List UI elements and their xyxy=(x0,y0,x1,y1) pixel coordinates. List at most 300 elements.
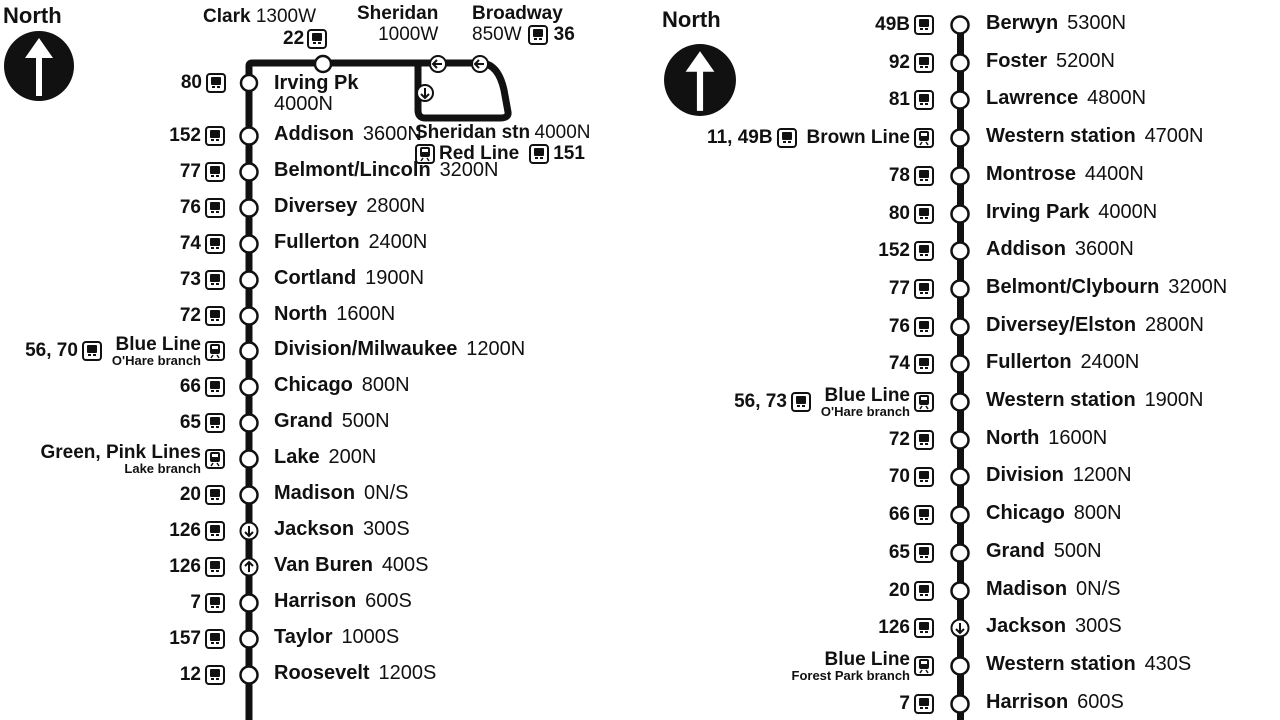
stop-marker xyxy=(238,592,260,614)
route-number: 92 xyxy=(888,51,910,73)
stop-marker xyxy=(949,52,971,74)
stop-marker xyxy=(238,340,260,362)
stop-name: Division xyxy=(986,464,1064,487)
route-number: 72 xyxy=(179,304,201,326)
route-number: 11, 49B xyxy=(707,127,773,149)
stop-name: Foster xyxy=(986,49,1048,72)
route-number: 126 xyxy=(169,555,201,577)
stop-marker xyxy=(238,161,260,183)
route-number: 7 xyxy=(899,692,910,714)
stop-marker-wrap xyxy=(238,340,260,362)
stop-name: Harrison xyxy=(986,690,1069,713)
train-icon xyxy=(205,341,225,361)
stop-connections xyxy=(180,194,225,222)
bus-icon xyxy=(206,73,226,93)
bus-icon xyxy=(791,392,811,412)
stop-name: Division/Milwaukee xyxy=(274,338,458,361)
route-number: 20 xyxy=(179,484,201,505)
stop-connections xyxy=(180,661,225,689)
stop-marker-wrap xyxy=(238,412,260,434)
clark-stop-marker xyxy=(313,54,333,74)
stop-name: Jackson xyxy=(986,615,1067,638)
stop-marker-wrap xyxy=(238,233,260,255)
stop-marker-wrap xyxy=(238,305,260,327)
stop-connections xyxy=(875,11,934,39)
route-number: 152 xyxy=(878,240,910,262)
stop-marker-wrap xyxy=(949,655,971,677)
stop-marker-wrap xyxy=(949,693,971,715)
route-number: 78 xyxy=(888,164,910,186)
stop-label xyxy=(274,123,422,146)
stop-name: Diversey/Elston xyxy=(986,313,1137,336)
stop-name: Roosevelt xyxy=(274,661,370,684)
route-number: 74 xyxy=(888,353,910,375)
left-north-label: North xyxy=(3,3,62,28)
rail-line-name: Blue Line xyxy=(115,334,201,356)
stop-marker-wrap xyxy=(949,542,971,564)
stop-marker-wrap xyxy=(238,125,260,147)
stop-marker xyxy=(238,197,260,219)
stop-name: Lake xyxy=(274,446,320,469)
stop-name: Madison xyxy=(986,577,1068,600)
clark-name: Clark xyxy=(203,6,251,27)
stop-label xyxy=(274,303,395,326)
stop-address: 3200N xyxy=(439,158,499,181)
stop-label xyxy=(986,653,1191,676)
stop-label xyxy=(986,351,1139,374)
bus-icon xyxy=(914,581,934,601)
stop-connections xyxy=(180,302,225,330)
stop-connections xyxy=(169,517,225,545)
route-number: 49B xyxy=(875,14,910,35)
stop-address: 1600N xyxy=(1048,426,1108,449)
stop-marker-wrap xyxy=(949,429,971,451)
stop-address: 1200N xyxy=(1072,464,1132,487)
stop-label xyxy=(986,615,1122,638)
bus-icon xyxy=(914,241,934,261)
stop-address: 5300N xyxy=(1067,12,1127,34)
down-arrow-stop-icon xyxy=(238,520,260,542)
stop-name: Fullerton xyxy=(986,351,1072,374)
stop-marker xyxy=(949,127,971,149)
stop-marker xyxy=(238,125,260,147)
down-arrow-stop-icon xyxy=(949,617,971,639)
stop-marker xyxy=(949,466,971,488)
stop-label xyxy=(986,201,1157,224)
bus-icon xyxy=(914,543,934,563)
stop-label xyxy=(986,502,1122,525)
stop-marker xyxy=(949,429,971,451)
stop-connections xyxy=(889,162,934,190)
stop-name: Taylor xyxy=(274,625,333,648)
stop-name: Harrison xyxy=(274,589,357,612)
stop-marker-wrap xyxy=(949,391,971,413)
rail-connection xyxy=(112,335,201,367)
stop-address: 600S xyxy=(1077,690,1124,713)
stop-marker-wrap xyxy=(238,376,260,398)
irving-addr: 4000N xyxy=(274,93,333,115)
stop-address: 0N/S xyxy=(1076,577,1121,600)
stop-marker xyxy=(238,233,260,255)
stop-name: Western station xyxy=(986,389,1136,411)
bus-icon xyxy=(205,593,225,613)
stop-marker-wrap xyxy=(238,592,260,614)
sheridan-name: Sheridan xyxy=(357,3,439,24)
stop-name: Grand xyxy=(986,539,1045,562)
stop-label xyxy=(986,12,1126,35)
train-icon xyxy=(205,449,225,469)
bus-icon xyxy=(205,629,225,649)
sheridan-loop-down-arrow-icon xyxy=(415,83,435,103)
stop-address: 500N xyxy=(1053,539,1102,562)
stop-connections xyxy=(169,122,225,150)
stop-name: Belmont/Lincoln xyxy=(274,158,431,181)
stop-connections xyxy=(878,237,934,265)
train-icon xyxy=(914,392,934,412)
bus-icon xyxy=(205,306,225,326)
stop-label xyxy=(274,662,436,685)
stop-label xyxy=(274,410,390,433)
broadway-marker-left-arrow-icon xyxy=(470,54,490,74)
rail-line-name: Blue Line xyxy=(824,385,910,406)
stop-label xyxy=(274,554,429,577)
stop-marker xyxy=(238,269,260,291)
stop-connections xyxy=(889,200,934,228)
bus-icon xyxy=(205,198,225,218)
stop-connections xyxy=(180,266,225,294)
rail-branch: Lake branch xyxy=(124,461,201,477)
stop-address: 1900N xyxy=(1144,389,1204,411)
stop-address: 1200S xyxy=(378,661,437,684)
bus-icon xyxy=(914,467,934,487)
stop-name: Fullerton xyxy=(274,230,360,253)
bus-icon xyxy=(205,665,225,685)
bus-icon xyxy=(914,430,934,450)
bus-icon xyxy=(205,234,225,254)
stop-marker xyxy=(238,664,260,686)
stop-connections xyxy=(180,230,225,258)
stop-name: North xyxy=(274,302,328,325)
stop-connections xyxy=(889,350,934,378)
sheridan-stn-name: Sheridan stn xyxy=(415,122,531,143)
rail-connection xyxy=(821,386,910,418)
bus-icon xyxy=(914,90,934,110)
irving-label xyxy=(274,73,358,115)
stop-connections xyxy=(734,385,934,419)
stop-address: 200N xyxy=(328,446,377,469)
stop-connections xyxy=(889,426,934,454)
stop-name: North xyxy=(986,426,1040,449)
route-number: 77 xyxy=(888,277,910,299)
bus-icon xyxy=(205,270,225,290)
route-number: 66 xyxy=(888,504,910,526)
stop-connections xyxy=(889,313,934,341)
bus-icon xyxy=(914,505,934,525)
irving-stop-marker xyxy=(239,73,259,93)
stop-label xyxy=(274,338,525,361)
route-number: 74 xyxy=(179,232,201,254)
rail-branch: O'Hare branch xyxy=(820,404,910,419)
stop-label xyxy=(274,446,376,469)
stop-label xyxy=(274,518,410,541)
bus-icon xyxy=(914,317,934,337)
stop-address: 600S xyxy=(365,589,412,612)
stop-marker xyxy=(949,542,971,564)
stop-name: Berwyn xyxy=(986,12,1059,34)
stop-address: 4800N xyxy=(1087,87,1147,110)
rail-connection xyxy=(792,650,911,682)
stop-connections xyxy=(889,501,934,529)
stop-address: 800N xyxy=(361,374,410,397)
stop-connections xyxy=(35,442,226,477)
stop-name: Western station xyxy=(986,125,1136,148)
stop-name: Chicago xyxy=(986,502,1065,525)
bus-icon xyxy=(205,377,225,397)
stop-marker xyxy=(949,655,971,677)
stop-connections xyxy=(899,690,934,718)
irving-routes xyxy=(120,70,226,96)
stop-label xyxy=(274,626,399,649)
stop-name: Belmont/Clybourn xyxy=(986,275,1160,298)
stop-marker-wrap xyxy=(238,520,260,542)
clark-addr: 1300W xyxy=(255,6,317,27)
stop-address: 2800N xyxy=(366,194,426,217)
stop-address: 3600N xyxy=(362,123,422,145)
stop-marker xyxy=(949,203,971,225)
stop-label xyxy=(274,482,408,505)
clark-stop xyxy=(203,6,316,28)
stop-marker-wrap xyxy=(949,127,971,149)
route-number: 77 xyxy=(179,160,201,182)
bus-icon xyxy=(205,557,225,577)
stop-address: 300S xyxy=(362,517,410,540)
stop-marker xyxy=(949,693,971,715)
stop-marker-wrap xyxy=(949,278,971,300)
bus-icon xyxy=(205,485,225,505)
broadway-addr: 850W xyxy=(472,23,522,45)
stop-name: Addison xyxy=(986,238,1066,261)
bus-icon xyxy=(914,279,934,299)
stop-marker xyxy=(949,353,971,375)
north-arrow-icon xyxy=(663,43,737,117)
stop-address: 1000S xyxy=(341,625,400,648)
stop-name: Diversey xyxy=(274,194,358,217)
stop-connections xyxy=(878,614,934,642)
rail-branch: O'Hare branch xyxy=(111,353,201,369)
stop-marker-wrap xyxy=(949,14,971,36)
route-number: 72 xyxy=(888,428,910,450)
stop-label xyxy=(986,389,1204,412)
bus-icon xyxy=(205,521,225,541)
route-number: 126 xyxy=(169,519,201,541)
stop-connections xyxy=(180,409,225,437)
stop-address: 0N/S xyxy=(364,482,409,504)
stop-name: Grand xyxy=(274,410,333,433)
stop-label xyxy=(274,195,425,218)
stop-marker-wrap xyxy=(238,197,260,219)
stop-address: 2800N xyxy=(1144,313,1204,336)
route-number: 56, 70 xyxy=(25,340,78,362)
stop-address: 400S xyxy=(381,553,429,576)
stop-label xyxy=(274,267,424,290)
rail-line-name: Green, Pink Lines xyxy=(40,442,201,464)
stop-marker xyxy=(238,376,260,398)
stop-connections xyxy=(169,553,225,581)
route-number: 65 xyxy=(888,541,910,563)
up-arrow-stop-icon xyxy=(238,556,260,578)
route-number: 20 xyxy=(888,579,910,601)
broadway-route-number: 36 xyxy=(553,23,575,45)
bus-icon xyxy=(914,166,934,186)
stop-marker xyxy=(238,412,260,434)
train-icon xyxy=(914,128,934,148)
sheridan-stn-rail: Red Line xyxy=(439,142,520,164)
stop-address: 800N xyxy=(1073,502,1122,525)
stop-marker-wrap xyxy=(949,240,971,262)
stop-label xyxy=(986,87,1146,110)
right-north-label: North xyxy=(662,7,721,32)
stop-address: 4700N xyxy=(1144,125,1204,148)
stop-marker xyxy=(949,240,971,262)
stop-name: Addison xyxy=(274,123,354,145)
stop-name: Montrose xyxy=(986,162,1076,185)
bus-icon xyxy=(82,341,102,361)
stop-marker xyxy=(949,89,971,111)
route-number: 66 xyxy=(179,376,201,398)
stop-label xyxy=(274,590,412,613)
stop-marker-wrap xyxy=(238,628,260,650)
route-number: 126 xyxy=(878,617,910,639)
clark-route xyxy=(283,28,327,50)
bus-icon xyxy=(205,162,225,182)
stop-connections xyxy=(169,625,225,653)
stop-connections xyxy=(180,373,225,401)
bus-icon xyxy=(205,413,225,433)
stop-name: Lawrence xyxy=(986,87,1079,110)
stop-marker-wrap xyxy=(949,89,971,111)
stop-address: 3200N xyxy=(1168,275,1228,298)
sheridan-stn-route: 151 xyxy=(553,142,585,164)
route-number: 80 xyxy=(888,202,910,224)
stop-marker-wrap xyxy=(949,617,971,639)
route-number: 70 xyxy=(888,466,910,488)
stop-marker xyxy=(949,316,971,338)
stop-address: 500N xyxy=(341,410,390,433)
stop-address: 4400N xyxy=(1084,162,1144,185)
stop-marker-wrap xyxy=(238,484,260,506)
bus-icon xyxy=(914,53,934,73)
stop-marker xyxy=(949,278,971,300)
stop-marker-wrap xyxy=(949,466,971,488)
stop-label xyxy=(274,159,499,182)
stop-connections xyxy=(180,481,225,509)
route-number: 65 xyxy=(179,412,201,434)
stop-marker-wrap xyxy=(238,556,260,578)
stop-connections xyxy=(889,49,934,77)
stop-marker xyxy=(238,628,260,650)
rail-branch: Forest Park branch xyxy=(791,667,910,683)
bus-icon xyxy=(914,204,934,224)
stop-marker-wrap xyxy=(238,161,260,183)
route-number: 12 xyxy=(179,663,201,685)
stop-label xyxy=(986,691,1124,714)
stop-connections xyxy=(889,539,934,567)
bus-icon xyxy=(529,144,549,164)
stop-marker-wrap xyxy=(238,664,260,686)
stop-connections xyxy=(889,86,934,114)
stop-address: 1900N xyxy=(365,266,425,289)
stop-name: Van Buren xyxy=(274,553,373,576)
bus-icon xyxy=(528,25,548,45)
stop-label xyxy=(986,50,1115,73)
stop-label xyxy=(986,464,1132,487)
stop-address: 5200N xyxy=(1056,49,1115,72)
stop-connections xyxy=(889,577,934,605)
irving-route-number: 80 xyxy=(180,72,202,93)
bus-icon xyxy=(914,15,934,35)
stop-label xyxy=(986,427,1107,450)
bus-icon xyxy=(914,618,934,638)
stop-name: Cortland xyxy=(274,266,357,289)
irving-name: Irving Pk xyxy=(274,72,359,94)
stop-label xyxy=(986,314,1204,337)
route-number: 73 xyxy=(179,268,201,290)
sheridan-stop xyxy=(357,4,438,46)
stop-marker xyxy=(238,448,260,470)
stop-marker-wrap xyxy=(949,316,971,338)
route-number: 7 xyxy=(190,591,201,613)
stop-connections xyxy=(25,334,225,369)
stop-marker xyxy=(949,504,971,526)
stop-address: 300S xyxy=(1074,615,1122,638)
stop-marker xyxy=(238,305,260,327)
stop-address: 1200N xyxy=(466,338,526,361)
stop-marker-wrap xyxy=(949,580,971,602)
rail-connection xyxy=(41,443,202,475)
bus-icon xyxy=(914,354,934,374)
stop-marker-wrap xyxy=(949,203,971,225)
bus-icon xyxy=(914,694,934,714)
stop-label xyxy=(274,231,427,254)
stop-label xyxy=(986,276,1227,299)
stop-label xyxy=(986,540,1102,563)
route-number: 76 xyxy=(888,315,910,337)
route-number: 81 xyxy=(888,89,910,111)
stop-label xyxy=(986,578,1120,601)
stop-marker-wrap xyxy=(238,269,260,291)
stop-label xyxy=(986,125,1204,148)
broadway-stop xyxy=(472,4,575,46)
route-number: 76 xyxy=(179,196,201,218)
stop-address: 2400N xyxy=(368,230,428,253)
stop-label xyxy=(986,163,1144,186)
stop-name: Western station xyxy=(986,652,1136,675)
stop-name: Madison xyxy=(274,482,356,504)
broadway-name: Broadway xyxy=(472,3,563,24)
stop-address: 3600N xyxy=(1074,238,1134,261)
clark-route-number: 22 xyxy=(283,28,305,49)
rail-line-name: Blue Line xyxy=(824,648,910,670)
stop-connections xyxy=(889,463,934,491)
sheridan-stn-addr: 4000N xyxy=(534,122,591,143)
stop-address: 430S xyxy=(1144,652,1192,675)
bus-icon xyxy=(205,126,225,146)
stop-name: Chicago xyxy=(274,374,353,397)
stop-connections xyxy=(190,589,225,617)
route-number: 56, 73 xyxy=(734,391,787,412)
stop-connections xyxy=(707,124,934,152)
stop-label xyxy=(986,238,1134,261)
